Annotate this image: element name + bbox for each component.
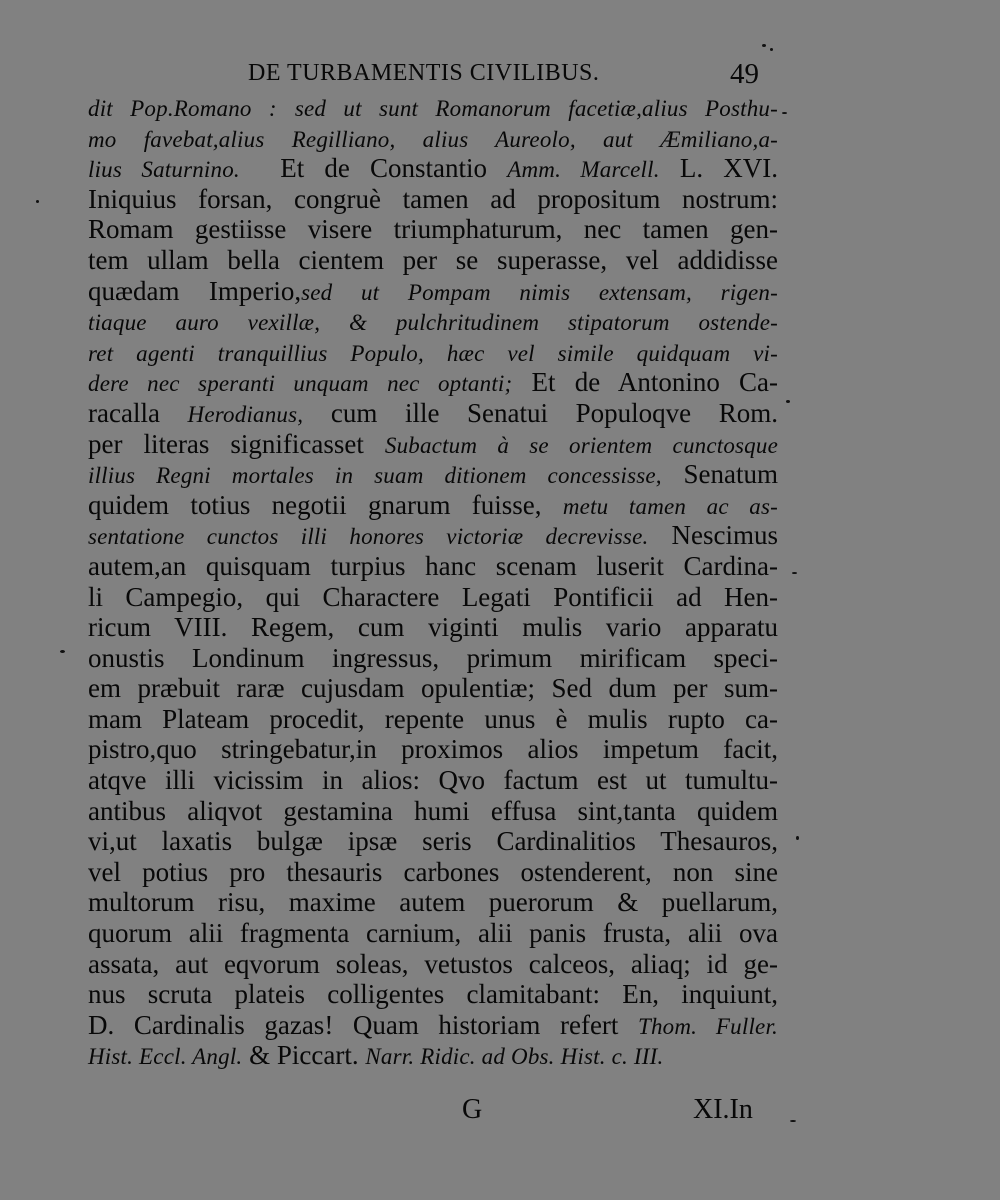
text-line — [88, 429, 778, 460]
text-line — [88, 612, 778, 643]
text-line — [88, 734, 778, 765]
text-line — [88, 826, 778, 857]
scan-speck — [786, 400, 790, 403]
text-line — [88, 153, 778, 184]
roman-run: assata, aut eqvorum soleas, vetustos calceos, aliaq; id ge- — [88, 948, 778, 979]
text-line — [88, 92, 778, 123]
text-line — [88, 1010, 778, 1041]
text-line — [88, 857, 778, 888]
scan-speck — [792, 572, 797, 574]
roman-run: vel potius pro thesauris carbones ostenderent, non sine — [88, 856, 778, 887]
roman-run: D. Cardinalis gazas! Quam historiam refert — [88, 1009, 638, 1040]
roman-run: Et de Constantio — [239, 153, 508, 184]
italic-run: sed ut Pompam nimis extensam, rigen- — [301, 279, 778, 305]
text-line — [88, 398, 778, 429]
italic-run: sed ut sunt Romanorum facetiæ,alius Posthu- — [294, 96, 778, 121]
roman-run: Senatum — [661, 459, 778, 490]
scan-speck — [790, 1120, 796, 1122]
italic-run: dit Pop.Romano : — [88, 96, 277, 121]
roman-run: per literas significasset — [88, 428, 385, 459]
scan-speck — [60, 650, 65, 653]
roman-run: Iniquius forsan, congruè tamen ad propositum nostrum: — [88, 183, 778, 214]
page-number: 49 — [730, 58, 759, 90]
italic-run: tiaque auro vexillæ, & pulchritudinem stipatorum ostende- — [88, 310, 778, 336]
scan-speck — [782, 112, 787, 114]
scan-speck — [762, 44, 766, 47]
text-line — [88, 490, 778, 521]
text-line — [88, 306, 778, 337]
scan-speck — [796, 836, 799, 840]
roman-run — [277, 92, 295, 122]
roman-run: quædam Imperio, — [88, 275, 302, 306]
roman-run: mam Plateam procedit, repente unus è mulis rupto ca- — [88, 703, 778, 734]
italic-run: Narr. Ridic. ad Obs. Hist. c. III. — [365, 1044, 664, 1070]
roman-run: Et de Antonino Ca- — [512, 367, 779, 398]
text-line — [88, 520, 778, 551]
italic-run: sentatione cunctos illi honores victoriæ decrevisse. — [88, 524, 649, 550]
text-line — [88, 184, 778, 215]
roman-run: autem,an quisquam turpius hanc scenam luserit Cardina- — [88, 550, 778, 581]
roman-run: li Campegio, qui Charactere Legati Pontificii ad Hen- — [88, 581, 778, 612]
italic-run: illius Regni mortales in suam ditionem concessisse, — [88, 463, 662, 489]
italic-run: mo favebat,alius Regilliano, alius Aureolo, aut Æmiliano,a- — [88, 126, 778, 152]
roman-run: nus scruta plateis colligentes clamitabant: En, inquiunt, — [88, 979, 778, 1010]
roman-run: cum ille Senatui Populoqve Rom. — [303, 397, 778, 428]
roman-run: em præbuit raræ cujusdam opulentiæ; Sed dum per sum- — [88, 673, 778, 704]
text-line — [88, 979, 778, 1010]
roman-run: onustis Londinum ingressus, primum mirificam speci- — [88, 642, 778, 673]
running-head: DE TURBAMENTIS CIVILIBUS. — [248, 60, 600, 86]
text-line — [88, 367, 778, 398]
text-line — [88, 245, 778, 276]
italic-run: dere nec speranti unquam nec optanti; — [88, 371, 513, 397]
roman-run: Romam gestiisse visere triumphaturum, nec tamen gen- — [88, 214, 778, 245]
signature-mark: G — [462, 1094, 483, 1125]
text-line — [88, 214, 778, 245]
roman-run: multorum risu, maxime autem puerorum & puellarum, — [88, 887, 778, 918]
roman-run: quorum alii fragmenta carnium, alii panis frusta, alii ova — [88, 918, 778, 949]
italic-run: Herodianus, — [187, 401, 304, 427]
text-line — [88, 765, 778, 796]
roman-run: Nescimus — [648, 520, 778, 551]
catchword: XI.In — [693, 1094, 753, 1125]
text-line — [88, 918, 778, 949]
italic-run: lius Saturnino. — [88, 157, 240, 183]
text-line — [88, 949, 778, 980]
roman-run: quidem totius negotii gnarum fuisse, — [88, 489, 563, 520]
italic-run: Hist. Eccl. Angl. — [88, 1044, 243, 1070]
italic-run: metu tamen ac as- — [562, 493, 778, 519]
roman-run: vi,ut laxatis bulgæ ipsæ seris Cardinalitios Thesauros, — [88, 826, 778, 857]
text-line — [88, 704, 778, 735]
text-line — [88, 123, 778, 154]
roman-run: racalla — [88, 397, 188, 428]
text-line — [88, 582, 778, 613]
roman-run: pistro,quo stringebatur,in proximos alios impetum facit, — [88, 734, 778, 765]
roman-run: ricum VIII. Regem, cum viginti mulis vario apparatu — [88, 612, 778, 643]
text-line — [88, 643, 778, 674]
text-line — [88, 551, 778, 582]
scan-speck — [770, 48, 773, 51]
roman-run: L. XVI. — [659, 153, 779, 184]
page-footer — [0, 1092, 1000, 1132]
roman-run: atqve illi vicissim in alios: Qvo factum est ut tumultu- — [88, 765, 778, 796]
page-header — [0, 58, 1000, 94]
italic-run: Amm. Marcell. — [507, 157, 660, 183]
text-line — [88, 796, 778, 827]
roman-run: tem ullam bella cientem per se superasse, vel addidisse — [88, 244, 778, 275]
italic-run: ret agenti tranquillius Populo, hæc vel simile quidquam vi- — [88, 340, 778, 366]
text-line — [88, 337, 778, 368]
text-line — [88, 1040, 778, 1071]
roman-run: antibus aliqvot gestamina humi effusa sint,tanta quidem — [88, 795, 778, 826]
italic-run: Thom. Fuller. — [637, 1013, 778, 1039]
scan-speck — [36, 200, 39, 203]
text-line — [88, 887, 778, 918]
text-line — [88, 673, 778, 704]
italic-run: Subactum à se orientem cunctosque — [384, 432, 778, 458]
roman-run: & Piccart. — [242, 1040, 366, 1071]
text-line — [88, 459, 778, 490]
text-line — [88, 276, 778, 307]
body-text — [88, 92, 778, 1071]
